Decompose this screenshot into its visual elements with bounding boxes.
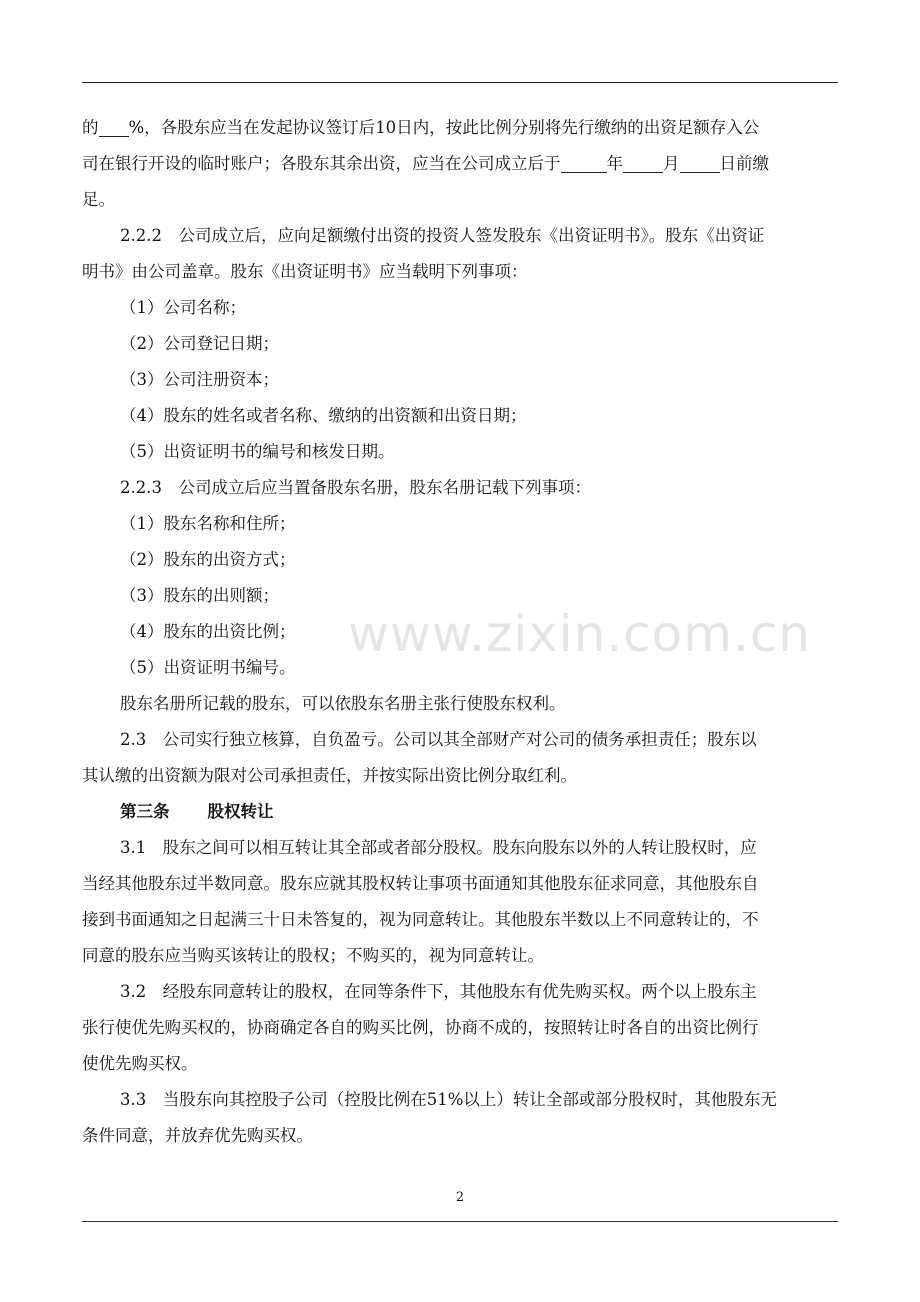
list-item: （4）股东的出资比例； bbox=[120, 622, 296, 641]
month-blank bbox=[623, 152, 663, 173]
para1-line3: 足。 bbox=[82, 190, 115, 209]
day-blank bbox=[680, 152, 720, 173]
sec-2-2-3-line1: 2.2.3 公司成立后应当置备股东名册，股东名册记载下列事项： bbox=[120, 478, 591, 497]
document-body bbox=[82, 110, 838, 1154]
para1-line2: 司在银行开设的临时账户；各股东其余出资，应当在公司成立后于 年 月 日前缴 bbox=[82, 154, 769, 173]
list-item: （1）股东名称和住所； bbox=[120, 514, 296, 533]
list-item: （1）公司名称； bbox=[120, 298, 246, 317]
sec-2-3-line2: 其认缴的出资额为限对公司承担责任，并按实际出资比例分取红利。 bbox=[82, 766, 577, 785]
sec-2-2-2-line1: 2.2.2 公司成立后，应向足额缴付出资的投资人签发股东《出资证明书》。股东《出资证 bbox=[120, 226, 765, 245]
article-3-heading bbox=[82, 794, 838, 830]
list-item: （5）出资证明书的编号和核发日期。 bbox=[120, 442, 395, 461]
sec-3-1-line1: 3.1 股东之间可以相互转让其全部或者部分股权。股东向股东以外的人转让股权时，应 bbox=[120, 838, 757, 857]
article-number: 第三条 bbox=[120, 802, 170, 821]
sec-3-1-line4: 同意的股东应当购买该转让的股权；不购买的，视为同意转让。 bbox=[82, 946, 544, 965]
header-rule bbox=[82, 82, 838, 83]
article-title: 股权转让 bbox=[207, 802, 274, 821]
percent-blank bbox=[99, 116, 129, 137]
sec-3-3-line1: 3.3 当股东向其控股子公司（控股比例在51%以上）转让全部或部分股权时，其他股东无 bbox=[120, 1090, 777, 1109]
sec-3-2-line3: 使优先购买权。 bbox=[82, 1054, 198, 1073]
sec-2-2-2-line2: 明书》由公司盖章。股东《出资证明书》应当载明下列事项： bbox=[82, 262, 528, 281]
sec-3-1-line2: 当经其他股东过半数同意。股东应就其股权转让事项书面通知其他股东征求同意，其他股东自 bbox=[82, 874, 759, 893]
list-item: （3）公司注册资本； bbox=[120, 370, 279, 389]
page-number: 2 bbox=[455, 1190, 465, 1205]
para1-line1: 的 %，各股东应当在发起协议签订后10日内，按此比例分别将先行缴纳的出资足额存入公 bbox=[82, 118, 760, 137]
list-item: （5）出资证明书编号。 bbox=[120, 658, 296, 677]
sec-3-2-line2: 张行使优先购买权的，协商确定各自的购买比例，协商不成的，按照转让时各自的出资比例行 bbox=[82, 1018, 759, 1037]
sec-3-2-line1: 3.2 经股东同意转让的股权，在同等条件下，其他股东有优先购买权。两个以上股东主 bbox=[120, 982, 757, 1001]
year-blank bbox=[561, 152, 607, 173]
list-item: （2）股东的出资方式； bbox=[120, 550, 296, 569]
list-item: （2）公司登记日期； bbox=[120, 334, 279, 353]
footer-rule bbox=[82, 1221, 838, 1222]
list-item: （3）股东的出则额； bbox=[120, 586, 279, 605]
sec-3-1-line3: 接到书面通知之日起满三十日未答复的，视为同意转让。其他股东半数以上不同意转让的，不 bbox=[82, 910, 759, 929]
sec-2-3-line1: 2.3 公司实行独立核算，自负盈亏。公司以其全部财产对公司的债务承担责任；股东以 bbox=[120, 730, 757, 749]
list-item: （4）股东的姓名或者名称、缴纳的出资额和出资日期； bbox=[120, 406, 527, 425]
sec-2-2-3-tail: 股东名册所记载的股东，可以依股东名册主张行使股东权利。 bbox=[120, 694, 566, 713]
sec-3-3-line2: 条件同意，并放弃优先购买权。 bbox=[82, 1126, 313, 1145]
watermark: www.zixin.com.cn bbox=[348, 605, 812, 663]
